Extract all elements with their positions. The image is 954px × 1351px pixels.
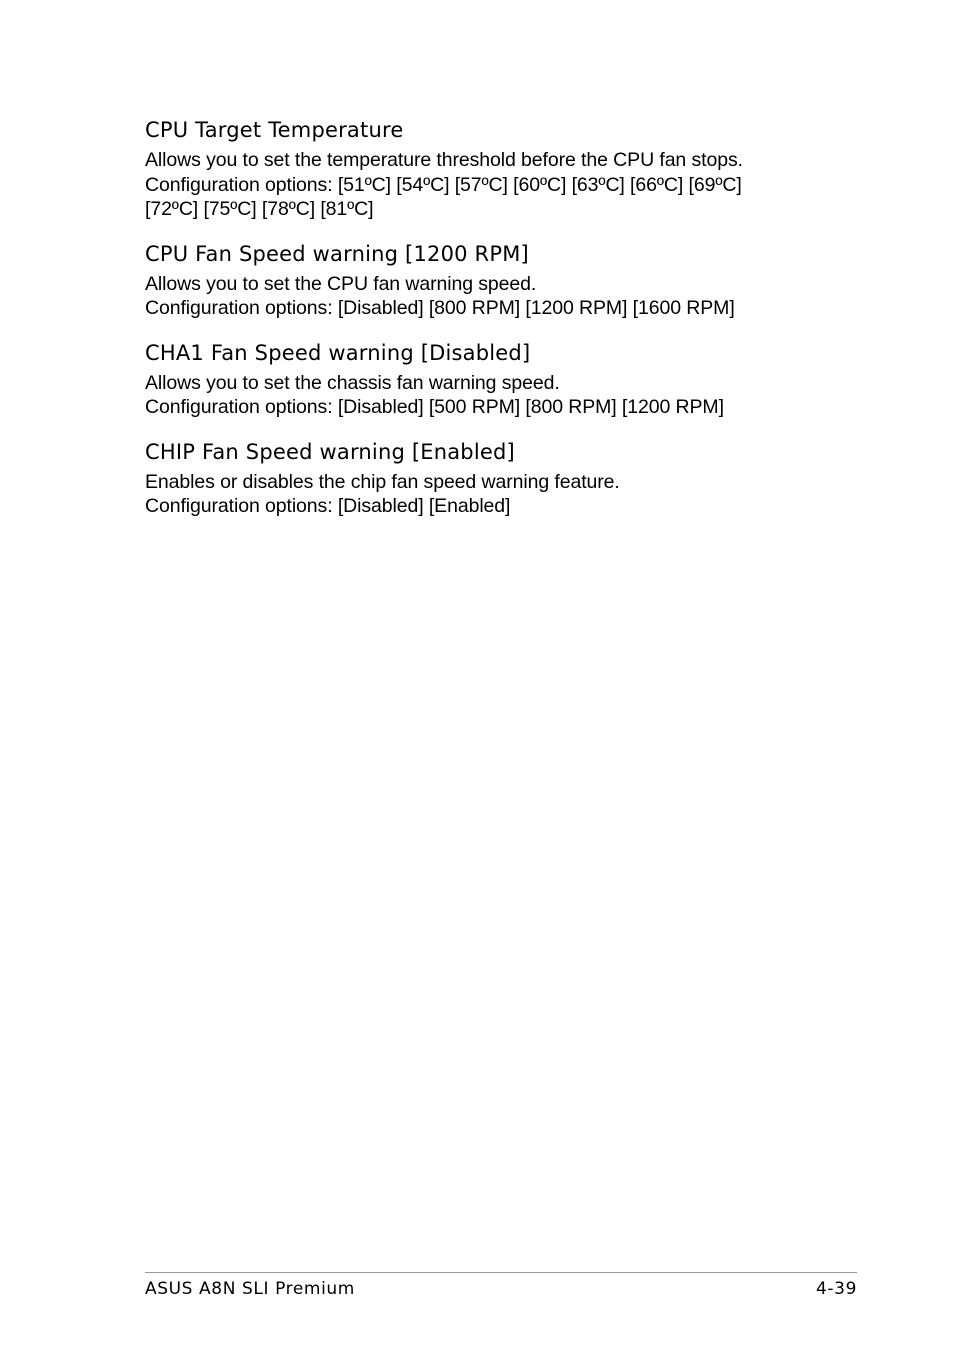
description-line: Allows you to set the chassis fan warning speed. <box>145 371 560 394</box>
section-spacer <box>145 222 857 240</box>
section-chip-fan-speed-warning <box>145 438 857 519</box>
footer-product-name: ASUS A8N SLI Premium <box>145 1279 355 1299</box>
section-description <box>145 148 857 222</box>
configuration-options-line: Configuration options: [Disabled] [800 RPM] [1200 RPM] [1600 RPM] <box>145 297 735 319</box>
description-line: Allows you to set the temperature threshold before the CPU fan stops. <box>145 149 743 171</box>
section-spacer <box>145 420 857 438</box>
section-spacer <box>145 321 857 339</box>
section-description <box>145 470 857 519</box>
description-line: Allows you to set the CPU fan warning speed. <box>145 272 537 295</box>
section-cpu-target-temperature <box>145 116 857 222</box>
configuration-options-line: Configuration options: [Disabled] [500 RPM] [800 RPM] [1200 RPM] <box>145 396 724 418</box>
section-description <box>145 371 857 420</box>
configuration-options-line: [72ºC] [75ºC] [78ºC] [81ºC] <box>145 198 374 220</box>
footer-page-number: 4-39 <box>816 1279 857 1299</box>
description-line: Enables or disables the chip fan speed warning feature. <box>145 470 620 493</box>
section-title: CPU Fan Speed warning [1200 RPM] <box>145 241 529 266</box>
section-title: CPU Target Temperature <box>145 118 404 142</box>
section-description <box>145 272 857 321</box>
section-title: CHIP Fan Speed warning [Enabled] <box>145 439 515 464</box>
section-cpu-fan-speed-warning <box>145 240 857 321</box>
footer-divider <box>145 1272 857 1273</box>
section-cha1-fan-speed-warning <box>145 339 857 420</box>
configuration-options-line: Configuration options: [Disabled] [Enabled] <box>145 495 511 517</box>
page-content <box>145 116 857 519</box>
section-title: CHA1 Fan Speed warning [Disabled] <box>145 340 531 365</box>
configuration-options-line: Configuration options: [51ºC] [54ºC] [57ºC] [60ºC] [63ºC] [66ºC] [69ºC] <box>145 173 742 196</box>
